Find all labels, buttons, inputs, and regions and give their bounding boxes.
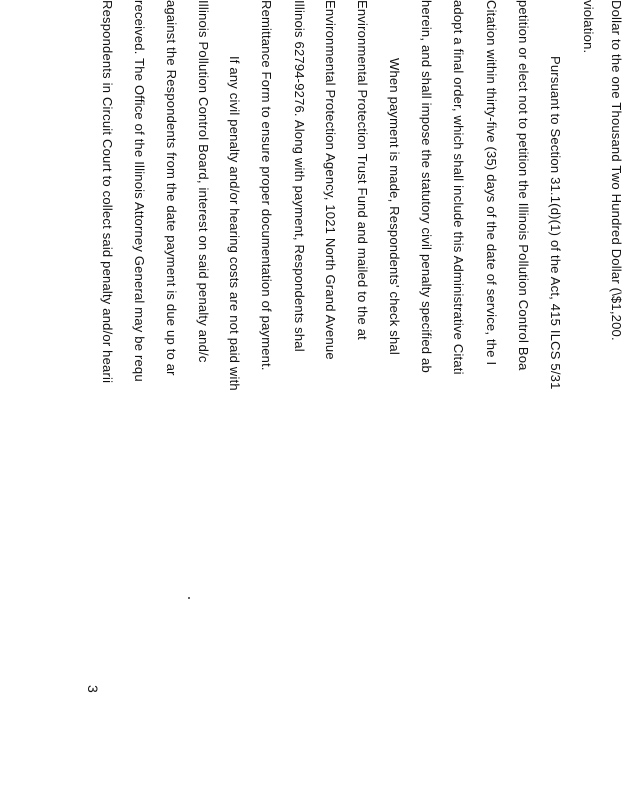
scan-speck xyxy=(188,597,190,599)
text-line: Pursuant to Section 31.1(d)(1) of the Act, 415 ILCS 5/31 xyxy=(548,56,563,390)
text-line: petition or elect not to petition the Illinois Pollution Control Boa xyxy=(516,0,531,371)
text-line: Environmental Protection Agency, 1021 North Grand Avenue xyxy=(323,0,338,360)
text-line: adopt a final order, which shall include this Administrative Citati xyxy=(451,0,466,375)
text-line: Citation within thirty-five (35) days of the date of service, the I xyxy=(484,0,499,366)
text-line: Illinois Pollution Control Board, interest on said penalty and/c xyxy=(196,0,211,363)
text-line: Remittance Form to ensure proper documentation of payment. xyxy=(259,0,274,371)
text-line: Respondents in Circuit Court to collect said penalty and/or hearii xyxy=(100,0,115,384)
text-line: against the Respondents from the date payment is due up to ar xyxy=(164,0,179,376)
text-line: If any civil penalty and/or hearing costs are not paid with xyxy=(227,56,242,391)
text-line: Environmental Protection Trust Fund and mailed to the at xyxy=(355,0,370,340)
text-line: Dollar to the one Thousand Two Hundred Dollar (\$1,200. xyxy=(609,0,624,341)
text-line: Illinois 62794-9276. Along with payment, Respondents shal xyxy=(292,0,307,352)
text-line: received. The Office of the Illinois Attorney General may be requ xyxy=(132,0,147,382)
text-line: herein, and shall impose the statutory civil penalty specified ab xyxy=(419,0,434,373)
page-number: 3 xyxy=(85,685,101,693)
text-line: violation. xyxy=(581,0,596,54)
text-line: When payment is made, Respondents' check shal xyxy=(387,58,402,355)
